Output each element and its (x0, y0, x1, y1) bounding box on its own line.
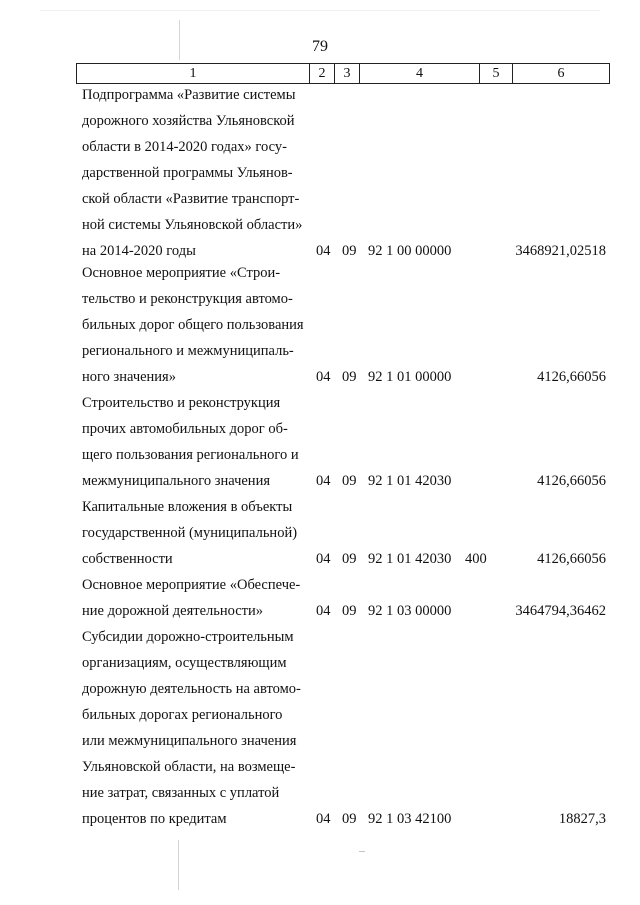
row-subsection: 09 (342, 369, 357, 385)
row-subsection: 09 (342, 551, 357, 567)
row-name: Подпрограмма «Развитие системы дорожного хозяйства Ульяновской области в 2014-2020 годах» госу- дарственной программы Ульянов- ской области «Развитие транспорт- ной системы Ульяновской области» на 2014-2020 годы (82, 87, 303, 259)
row-target-article: 92 1 01 42030 (368, 473, 452, 489)
row-expense-type: 400 (465, 551, 487, 567)
row-amount: 4126,66056 (537, 473, 606, 489)
scan-mark (359, 851, 365, 852)
row-name: Капитальные вложения в объекты государственной (муниципальной) собственности (82, 499, 298, 567)
row-target-article: 92 1 03 00000 (368, 603, 452, 619)
page-number: 79 (312, 38, 328, 55)
row-amount: 3468921,02518 (515, 243, 606, 259)
row-section: 04 (316, 811, 331, 827)
row-section: 04 (316, 551, 331, 567)
header-col-2: 2 (310, 64, 335, 83)
row-amount: 4126,66056 (537, 369, 606, 385)
row-subsection: 09 (342, 603, 357, 619)
row-target-article: 92 1 01 42030 (368, 551, 452, 567)
row-name: Субсидии дорожно-строительным организациям, осуществляющим дорожную деятельность на автомо- бильных дорогах регионального или межмуниципального значения Ульяновской области, на возмеще- ние затрат, связанных с уплатой процентов по кредитам (82, 629, 301, 827)
header-col-6: 6 (557, 66, 565, 81)
header-col-3: 3 (335, 64, 360, 83)
row-target-article: 92 1 03 42100 (368, 811, 452, 827)
header-col-5: 5 (480, 64, 513, 83)
row-target-article: 92 1 01 00000 (368, 369, 452, 385)
row-amount: 18827,3 (558, 811, 606, 827)
row-name: Основное мероприятие «Обеспече- ние дорожной деятельности» (82, 577, 301, 619)
row-target-article: 92 1 00 00000 (368, 243, 452, 259)
row-subsection: 09 (342, 811, 357, 827)
header-col-4: 4 (360, 64, 480, 83)
row-section: 04 (316, 243, 331, 259)
scan-mark (40, 10, 600, 11)
row-subsection: 09 (342, 243, 357, 259)
row-subsection: 09 (342, 473, 357, 489)
row-section: 04 (316, 603, 331, 619)
header-col-1: 1 (77, 64, 310, 83)
row-amount: 3464794,36462 (515, 603, 606, 619)
row-name: Строительство и реконструкция прочих автомобильных дорог об- щего пользования регионального и межмуниципального значения (82, 395, 299, 489)
scan-mark (178, 840, 179, 890)
row-name: Основное мероприятие «Строи- тельство и реконструкция автомо- бильных дорог общего пользования регионального и межмуниципаль- ного значения» (82, 265, 304, 385)
row-amount: 4126,66056 (537, 551, 606, 567)
scan-mark (179, 20, 180, 60)
row-section: 04 (316, 473, 331, 489)
table-header (76, 63, 610, 84)
row-section: 04 (316, 369, 331, 385)
